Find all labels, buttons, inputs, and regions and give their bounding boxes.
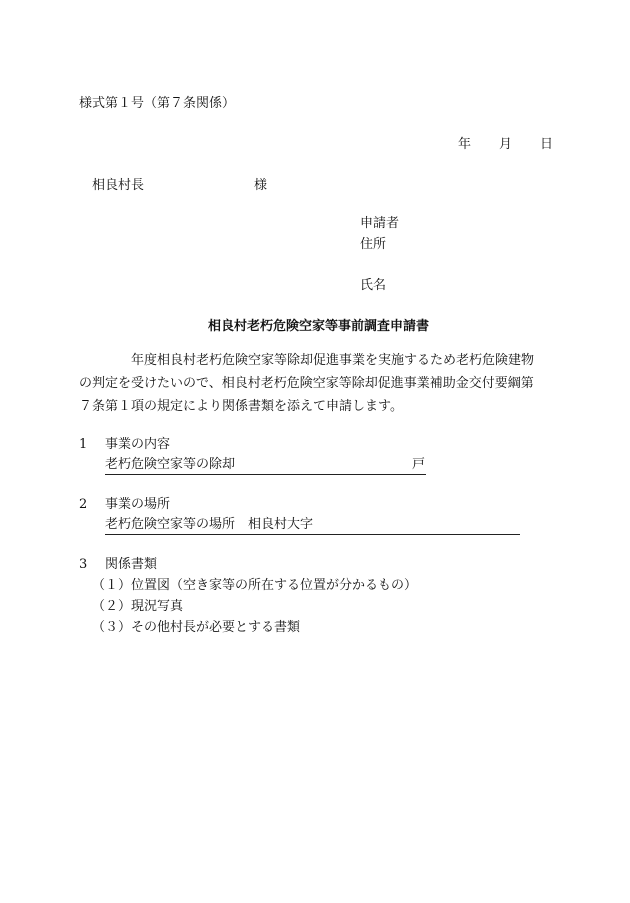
body-line-3: ７条第１項の規定により関係書類を添えて申請します。: [79, 399, 403, 414]
addressee-name: 相良村長: [92, 178, 145, 193]
section-1-number: 1: [79, 437, 88, 452]
section-2-heading: 事業の場所: [105, 497, 171, 512]
section-1-underline: [105, 474, 426, 475]
section-1-field-label: 老朽危険空家等の除却: [105, 457, 236, 472]
date-year-label: 年: [458, 137, 472, 152]
applicant-address-label: 住所: [360, 237, 387, 252]
section-1-field-unit: 戸: [412, 457, 426, 472]
section-1-heading: 事業の内容: [105, 437, 171, 452]
section-2-underline: [105, 534, 520, 535]
section-3-heading: 関係書類: [105, 557, 158, 572]
section-2-field-label: 老朽危険空家等の場所 相良村大字: [105, 517, 314, 532]
section-3-item-3: （３）その他村長が必要とする書類: [92, 620, 301, 635]
section-3-number: 3: [79, 557, 88, 572]
body-line-2: の判定を受けたいので、相良村老朽危険空家等除却促進事業補助金交付要綱第: [79, 376, 534, 391]
section-2-number: 2: [79, 497, 88, 512]
date-day-label: 日: [540, 137, 554, 152]
applicant-heading: 申請者: [360, 216, 400, 231]
addressee-honorific: 様: [254, 178, 268, 193]
applicant-name-label: 氏名: [360, 278, 387, 293]
section-3-item-2: （２）現況写真: [92, 599, 184, 614]
body-line-1: 年度相良村老朽危険空家等除却促進事業を実施するため老朽危険建物: [131, 353, 535, 368]
document-title: 相良村老朽危険空家等事前調査申請書: [208, 319, 430, 334]
section-3-item-1: （１）位置図（空き家等の所在する位置が分かるもの）: [92, 578, 418, 593]
date-month-label: 月: [499, 137, 513, 152]
form-number: 様式第１号（第７条関係）: [79, 96, 236, 111]
